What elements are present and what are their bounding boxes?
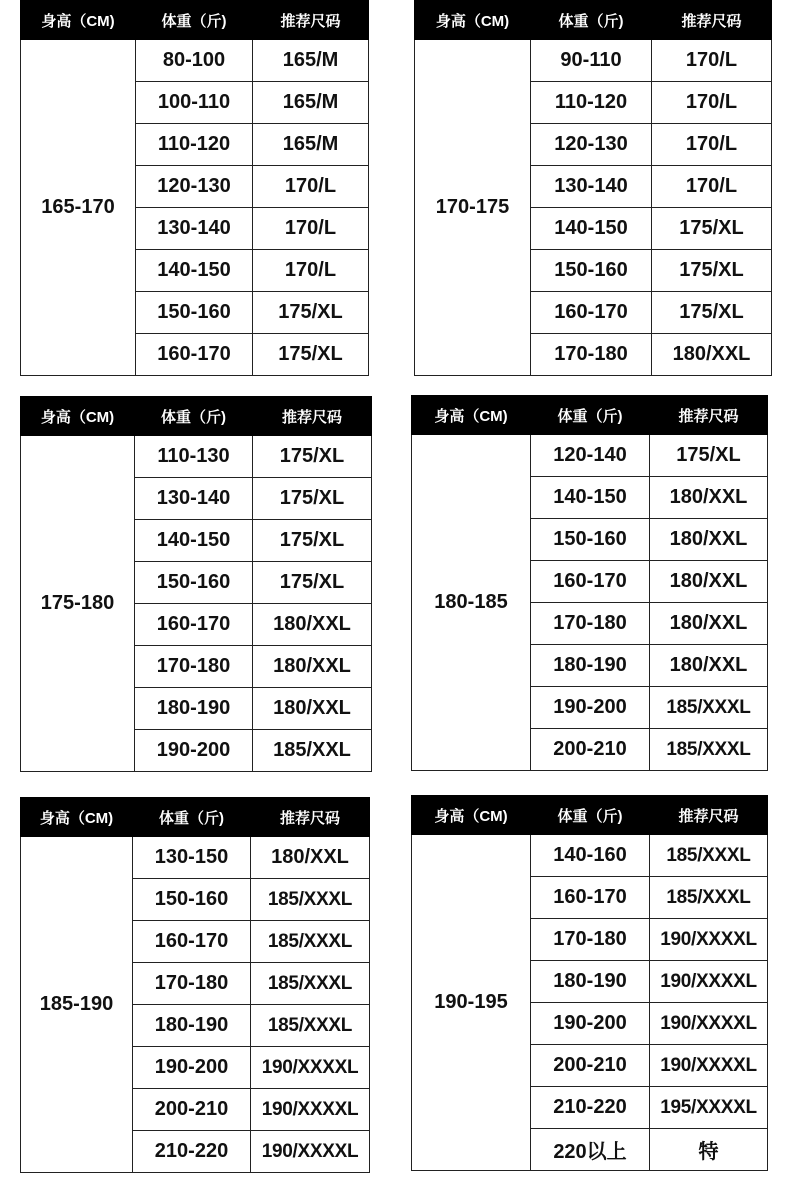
weight-cell: 210-220 — [531, 1087, 650, 1129]
header-row — [21, 798, 370, 837]
size-cell: 170/L — [253, 250, 369, 292]
size-cell: 185/XXXL — [650, 729, 768, 771]
size-table-170-175 — [414, 0, 772, 376]
size-cell: 185/XXXL — [251, 963, 370, 1005]
header-size: 推荐尺码 — [650, 396, 768, 435]
header-size: 推荐尺码 — [652, 1, 772, 40]
size-table-180-185 — [411, 395, 768, 771]
weight-cell: 160-170 — [531, 877, 650, 919]
weight-cell: 110-120 — [531, 82, 652, 124]
weight-cell: 150-160 — [133, 879, 251, 921]
header-weight: 体重（斤) — [531, 396, 650, 435]
size-cell: 165/M — [253, 82, 369, 124]
size-cell: 190/XXXXL — [251, 1131, 370, 1173]
header-height: 身高（CM) — [412, 796, 531, 835]
weight-cell: 190-200 — [133, 1047, 251, 1089]
header-size: 推荐尺码 — [253, 1, 369, 40]
header-weight: 体重（斤) — [135, 397, 253, 436]
header-row — [412, 796, 768, 835]
weight-cell: 130-140 — [136, 208, 253, 250]
size-cell: 180/XXL — [650, 477, 768, 519]
header-size: 推荐尺码 — [253, 397, 372, 436]
height-range-cell: 165-170 — [21, 40, 136, 376]
size-cell: 180/XXL — [650, 645, 768, 687]
header-height: 身高（CM) — [21, 397, 135, 436]
weight-cell: 140-150 — [135, 520, 253, 562]
weight-cell: 190-200 — [531, 1003, 650, 1045]
size-cell: 175/XL — [253, 520, 372, 562]
weight-cell: 180-190 — [531, 645, 650, 687]
size-cell: 180/XXL — [251, 837, 370, 879]
size-cell: 180/XXL — [650, 603, 768, 645]
weight-cell: 160-170 — [531, 561, 650, 603]
header-row — [21, 397, 372, 436]
size-cell: 185/XXXL — [650, 877, 768, 919]
size-cell: 175/XL — [650, 435, 768, 477]
weight-cell: 200-210 — [133, 1089, 251, 1131]
size-cell: 190/XXXXL — [650, 1003, 768, 1045]
weight-cell: 170-180 — [531, 603, 650, 645]
header-size: 推荐尺码 — [650, 796, 768, 835]
weight-cell: 160-170 — [133, 921, 251, 963]
height-range-cell: 185-190 — [21, 837, 133, 1173]
header-height: 身高（CM) — [21, 798, 133, 837]
size-table-175-180 — [20, 396, 372, 772]
size-cell: 185/XXXL — [650, 687, 768, 729]
weight-cell: 130-150 — [133, 837, 251, 879]
size-cell: 175/XL — [253, 562, 372, 604]
weight-cell: 140-150 — [136, 250, 253, 292]
header-height: 身高（CM) — [21, 1, 136, 40]
weight-cell: 120-130 — [136, 166, 253, 208]
size-cell: 180/XXL — [253, 646, 372, 688]
size-cell: 195/XXXXL — [650, 1087, 768, 1129]
weight-cell: 150-160 — [136, 292, 253, 334]
size-cell: 180/XXL — [650, 561, 768, 603]
height-range-cell: 170-175 — [415, 40, 531, 376]
weight-cell: 210-220 — [133, 1131, 251, 1173]
size-cell: 185/XXXL — [251, 879, 370, 921]
size-cell: 170/L — [253, 208, 369, 250]
weight-cell: 150-160 — [135, 562, 253, 604]
weight-cell: 110-120 — [136, 124, 253, 166]
size-cell: 175/XL — [652, 250, 772, 292]
table-row — [21, 40, 369, 82]
size-cell: 190/XXXXL — [650, 1045, 768, 1087]
table-row — [21, 436, 372, 478]
weight-cell: 150-160 — [531, 519, 650, 561]
table-row — [415, 40, 772, 82]
weight-cell: 150-160 — [531, 250, 652, 292]
weight-cell: 180-190 — [133, 1005, 251, 1047]
weight-cell: 190-200 — [135, 730, 253, 772]
size-table-190-195 — [411, 795, 768, 1171]
size-cell: 185/XXXL — [650, 835, 768, 877]
size-cell: 190/XXXXL — [251, 1047, 370, 1089]
weight-cell: 170-180 — [135, 646, 253, 688]
weight-cell: 130-140 — [531, 166, 652, 208]
size-cell: 170/L — [652, 166, 772, 208]
weight-cell: 80-100 — [136, 40, 253, 82]
size-cell: 185/XXXL — [251, 1005, 370, 1047]
header-weight: 体重（斤) — [133, 798, 251, 837]
size-cell: 180/XXL — [652, 334, 772, 376]
weight-cell: 140-150 — [531, 208, 652, 250]
weight-cell: 120-130 — [531, 124, 652, 166]
weight-cell: 90-110 — [531, 40, 652, 82]
size-cell: 175/XL — [253, 292, 369, 334]
weight-cell: 100-110 — [136, 82, 253, 124]
size-table-165-170 — [20, 0, 369, 376]
weight-cell: 170-180 — [133, 963, 251, 1005]
size-cell: 175/XL — [652, 292, 772, 334]
weight-cell: 220以上 — [531, 1129, 650, 1171]
height-range-cell: 175-180 — [21, 436, 135, 772]
size-cell: 170/L — [253, 166, 369, 208]
size-cell: 175/XL — [253, 436, 372, 478]
table-row — [412, 835, 768, 877]
header-row — [415, 1, 772, 40]
size-cell: 170/L — [652, 82, 772, 124]
header-row — [21, 1, 369, 40]
header-row — [412, 396, 768, 435]
size-cell: 190/XXXXL — [650, 961, 768, 1003]
size-cell: 特 — [650, 1129, 768, 1171]
weight-cell: 180-190 — [531, 961, 650, 1003]
header-height: 身高（CM) — [415, 1, 531, 40]
size-cell: 175/XL — [652, 208, 772, 250]
weight-cell: 140-160 — [531, 835, 650, 877]
weight-cell: 160-170 — [531, 292, 652, 334]
table-row — [21, 837, 370, 879]
weight-cell: 170-180 — [531, 919, 650, 961]
height-range-cell: 190-195 — [412, 835, 531, 1171]
size-table-185-190 — [20, 797, 370, 1173]
size-cell: 165/M — [253, 124, 369, 166]
size-cell: 180/XXL — [253, 604, 372, 646]
size-cell: 175/XL — [253, 334, 369, 376]
height-range-cell: 180-185 — [412, 435, 531, 771]
weight-cell: 110-130 — [135, 436, 253, 478]
size-cell: 190/XXXXL — [650, 919, 768, 961]
header-weight: 体重（斤) — [531, 796, 650, 835]
weight-cell: 120-140 — [531, 435, 650, 477]
header-weight: 体重（斤) — [531, 1, 652, 40]
weight-cell: 180-190 — [135, 688, 253, 730]
size-cell: 185/XXL — [253, 730, 372, 772]
header-weight: 体重（斤) — [136, 1, 253, 40]
size-cell: 170/L — [652, 124, 772, 166]
size-cell: 165/M — [253, 40, 369, 82]
size-cell: 190/XXXXL — [251, 1089, 370, 1131]
weight-cell: 190-200 — [531, 687, 650, 729]
size-cell: 175/XL — [253, 478, 372, 520]
weight-cell: 140-150 — [531, 477, 650, 519]
size-cell: 185/XXXL — [251, 921, 370, 963]
weight-cell: 160-170 — [136, 334, 253, 376]
size-cell: 180/XXL — [650, 519, 768, 561]
header-size: 推荐尺码 — [251, 798, 370, 837]
weight-cell: 130-140 — [135, 478, 253, 520]
table-row — [412, 435, 768, 477]
weight-cell: 170-180 — [531, 334, 652, 376]
weight-cell: 160-170 — [135, 604, 253, 646]
size-cell: 180/XXL — [253, 688, 372, 730]
weight-cell: 200-210 — [531, 729, 650, 771]
size-cell: 170/L — [652, 40, 772, 82]
header-height: 身高（CM) — [412, 396, 531, 435]
weight-cell: 200-210 — [531, 1045, 650, 1087]
